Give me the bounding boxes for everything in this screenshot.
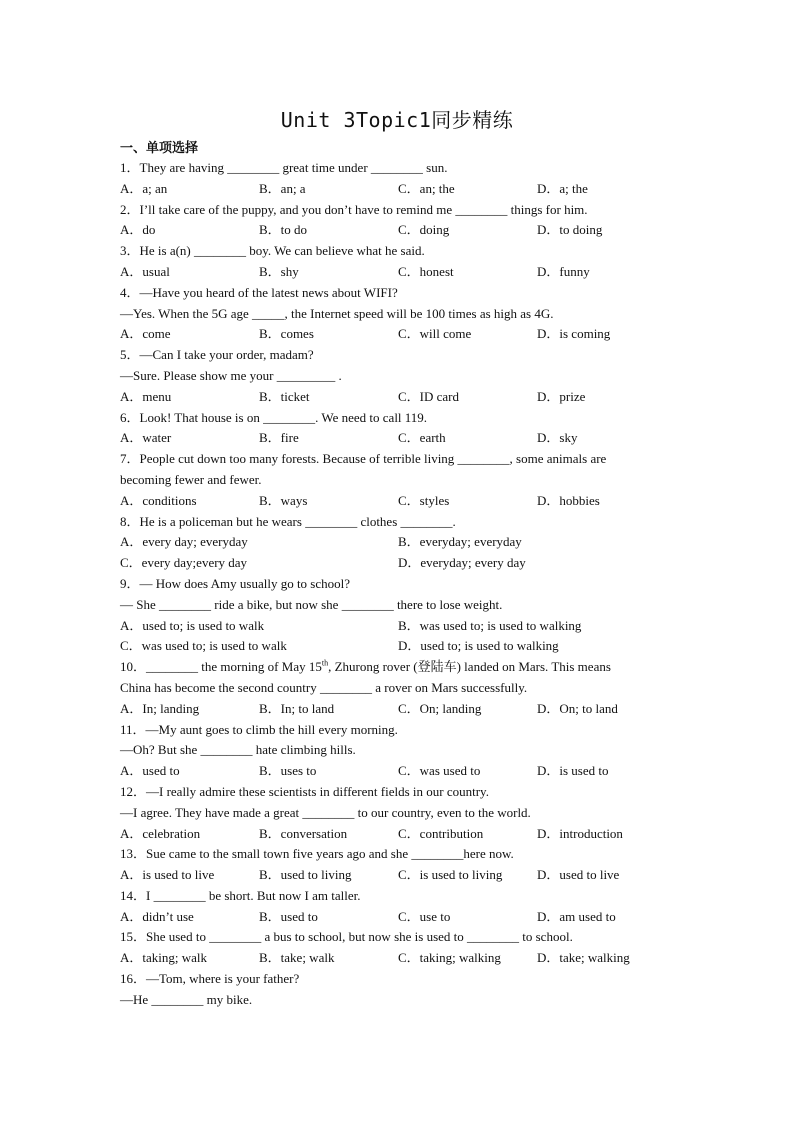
answer-option[interactable]: B．take; walk — [259, 950, 335, 966]
question-7 — [120, 449, 680, 511]
answer-option[interactable]: A．every day; everyday — [120, 534, 248, 550]
question-stem: 14．I ________ be short. But now I am taller. — [120, 887, 361, 903]
question-stem: — She ________ ride a bike, but now she ________ there to lose weight. — [120, 596, 503, 612]
answer-option[interactable]: D．funny — [537, 263, 590, 279]
ordinal-suffix: th — [321, 658, 329, 668]
answer-option[interactable]: C．use to — [398, 908, 451, 924]
question-13 — [120, 844, 680, 886]
question-16 — [120, 969, 680, 1011]
answer-option[interactable]: C．doing — [398, 222, 450, 238]
answer-option[interactable]: A．used to; is used to walk — [120, 617, 265, 633]
question-stem: 1．They are having ________ great time under ________ sun. — [120, 160, 448, 175]
question-6 — [120, 408, 680, 450]
options-row — [120, 948, 680, 969]
answer-option[interactable]: B．shy — [259, 263, 299, 279]
answer-option[interactable]: C．is used to living — [398, 867, 503, 883]
question-4 — [120, 283, 680, 345]
answer-option[interactable]: D．everyday; every day — [398, 555, 526, 571]
question-10 — [120, 657, 680, 719]
question-stem: 5．—Can I take your order, madam? — [120, 347, 314, 363]
question-stem: 6．Look! That house is on ________. We need to call 119. — [120, 409, 428, 425]
answer-option[interactable]: A．taking; walk — [120, 950, 208, 966]
answer-option[interactable]: C．will come — [398, 326, 472, 342]
question-2 — [120, 200, 680, 242]
question-stem: —Oh? But she ________ hate climbing hills. — [120, 742, 356, 758]
answer-option[interactable]: D．prize — [537, 388, 586, 404]
answer-option[interactable]: C．taking; walking — [398, 950, 501, 966]
question-stem: 3．He is a(n) ________ boy. We can believe what he said. — [120, 243, 425, 259]
answer-option[interactable]: C．was used to; is used to walk — [120, 638, 287, 654]
answer-option[interactable]: A．come — [120, 326, 171, 342]
options-row — [120, 616, 680, 637]
options-row — [120, 220, 680, 241]
answer-option[interactable]: D．used to; is used to walking — [398, 638, 559, 654]
question-stem: —I agree. They have made a great ________ to our country, even to the world. — [120, 804, 531, 820]
answer-option[interactable]: D．On; to land — [537, 700, 618, 716]
answer-option[interactable]: A．conditions — [120, 492, 197, 508]
question-stem: becoming fewer and fewer. — [120, 471, 262, 487]
answer-option[interactable]: A．didn’t use — [120, 908, 194, 924]
answer-option[interactable]: B．ticket — [259, 388, 310, 404]
question-stem: —Sure. Please show me your _________ . — [120, 367, 342, 383]
question-9 — [120, 574, 680, 657]
options-row — [120, 491, 680, 512]
options-row — [120, 824, 680, 845]
question-3 — [120, 241, 680, 283]
question-stem: 15．She used to ________ a bus to school, but now she is used to ________ to school. — [120, 929, 573, 945]
answer-option[interactable]: D．sky — [537, 430, 578, 446]
answer-option[interactable]: C．contribution — [398, 825, 484, 841]
options-row — [120, 553, 680, 574]
answer-option[interactable]: A．do — [120, 222, 156, 238]
answer-option[interactable]: A．usual — [120, 263, 170, 279]
question-stem: 12．—I really admire these scientists in different fields in our country. — [120, 783, 489, 799]
answer-option[interactable]: C．honest — [398, 263, 454, 279]
options-row — [120, 428, 680, 449]
question-list — [120, 158, 680, 1011]
answer-option[interactable]: B．uses to — [259, 763, 317, 779]
question-stem: 9．— How does Amy usually go to school? — [120, 575, 351, 591]
options-row — [120, 532, 680, 553]
answer-option[interactable]: A．used to — [120, 763, 180, 779]
page-title: Unit 3Topic1同步精练 — [280, 108, 514, 132]
answer-option[interactable]: D．introduction — [537, 825, 623, 841]
answer-option[interactable]: C．earth — [398, 430, 446, 446]
answer-option[interactable]: B．ways — [259, 492, 308, 508]
answer-option[interactable]: A．menu — [120, 388, 172, 404]
answer-option[interactable]: B．used to living — [259, 867, 352, 883]
options-row — [120, 865, 680, 886]
question-stem: 7．People cut down too many forests. Because of terrible living ________, some animals are — [120, 451, 607, 467]
answer-option[interactable]: C．was used to — [398, 763, 481, 779]
question-stem: 11．—My aunt goes to climb the hill every morning. — [120, 721, 398, 737]
answer-option[interactable]: B．conversation — [259, 825, 348, 841]
answer-option[interactable]: B．an; a — [259, 180, 306, 196]
options-row — [120, 761, 680, 782]
answer-option[interactable]: D．used to live — [537, 867, 620, 883]
answer-option[interactable]: C．ID card — [398, 388, 460, 404]
answer-option[interactable]: A．water — [120, 430, 172, 446]
question-stem: 4．—Have you heard of the latest news about WIFI? — [120, 284, 398, 300]
question-5 — [120, 345, 680, 407]
answer-option[interactable]: A．is used to live — [120, 867, 215, 883]
question-15 — [120, 927, 680, 969]
stem-text: 10．________ the morning of May 15 — [120, 659, 322, 675]
answer-option[interactable]: B．comes — [259, 326, 314, 342]
section-heading: 一、单项选择 — [120, 141, 199, 156]
answer-option[interactable]: B．was used to; is used to walking — [398, 617, 582, 633]
answer-option[interactable]: C．an; the — [398, 180, 455, 196]
question-11 — [120, 720, 680, 782]
answer-option[interactable]: C．styles — [398, 492, 450, 508]
question-8 — [120, 512, 680, 574]
question-stem: —He ________ my bike. — [120, 991, 253, 1007]
question-stem: 8．He is a policeman but he wears ________ clothes ________. — [120, 513, 456, 529]
options-row — [120, 699, 680, 720]
question-14 — [120, 886, 680, 928]
answer-option[interactable]: D．to doing — [537, 222, 603, 238]
question-stem: —Yes. When the 5G age _____, the Internet speed will be 100 times as high as 4G. — [120, 305, 554, 321]
answer-option[interactable]: D．a; the — [537, 180, 588, 196]
answer-option[interactable]: B．everyday; everyday — [398, 534, 522, 550]
answer-option[interactable]: A．In; landing — [120, 700, 200, 716]
question-stem: China has become the second country ________ a rover on Mars successfully. — [120, 679, 528, 695]
question-1 — [120, 158, 680, 200]
answer-option[interactable]: B．to do — [259, 222, 308, 238]
answer-option[interactable]: B．In; to land — [259, 700, 335, 716]
stem-text: , Zhurong rover (登陆车) landed on Mars. This means — [328, 659, 611, 675]
options-row — [120, 636, 680, 657]
question-12 — [120, 782, 680, 844]
options-row — [120, 262, 680, 283]
answer-option[interactable]: D．is coming — [537, 326, 611, 342]
answer-option[interactable]: D．is used to — [537, 763, 609, 779]
answer-option[interactable]: A．celebration — [120, 825, 201, 841]
answer-option[interactable]: C．every day;every day — [120, 555, 248, 571]
answer-option[interactable]: D．am used to — [537, 908, 616, 924]
answer-option[interactable]: D．take; walking — [537, 950, 630, 966]
answer-option[interactable]: A．a; an — [120, 180, 168, 196]
options-row — [120, 907, 680, 928]
question-stem: 16．—Tom, where is your father? — [120, 971, 300, 987]
question-stem: 13．Sue came to the small town five years ago and she ________here now. — [120, 846, 514, 862]
question-stem — [120, 657, 680, 678]
question-stem: 2．I’ll take care of the puppy, and you don’t have to remind me ________ things for him. — [120, 201, 588, 217]
answer-option[interactable]: D．hobbies — [537, 492, 600, 508]
options-row — [120, 179, 680, 200]
options-row — [120, 387, 680, 408]
options-row — [120, 324, 680, 345]
answer-option[interactable]: C．On; landing — [398, 700, 482, 716]
answer-option[interactable]: B．used to — [259, 908, 318, 924]
answer-option[interactable]: B．fire — [259, 430, 299, 446]
